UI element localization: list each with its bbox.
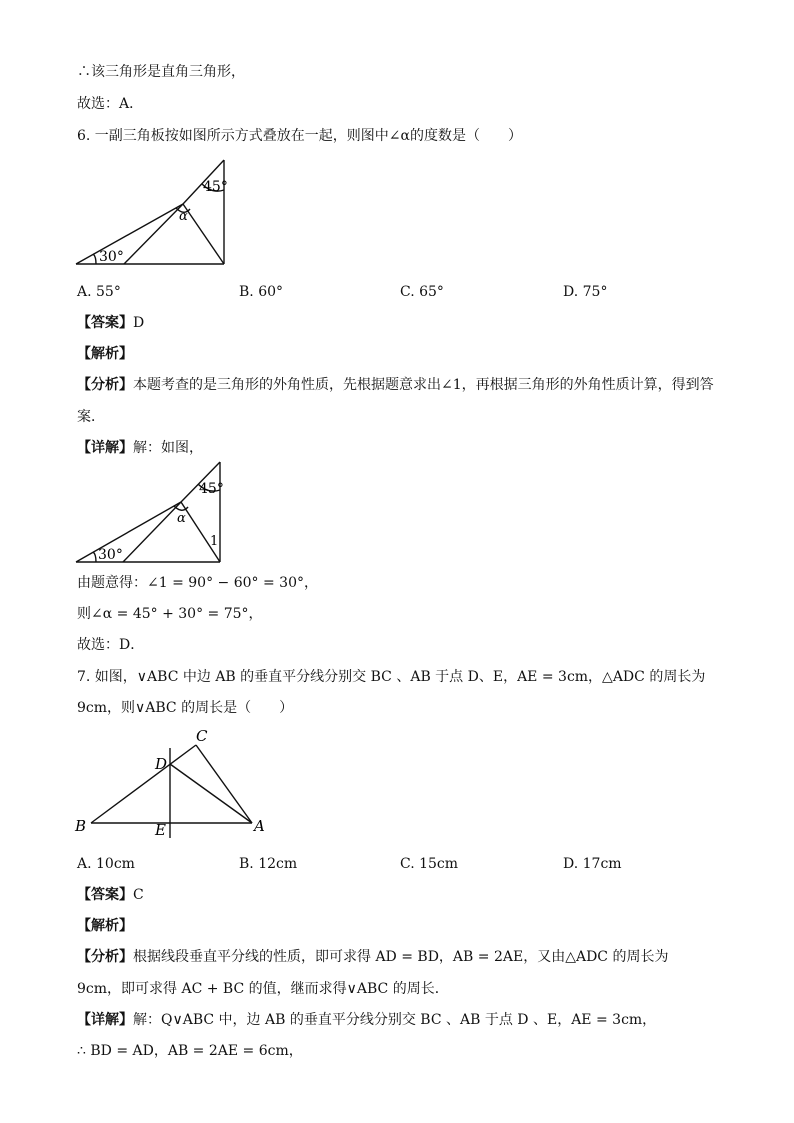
option-b: B. 60° xyxy=(239,284,284,300)
answer-tag: 【答案】 xyxy=(77,315,133,331)
fig3-side-ca xyxy=(196,745,252,823)
option-c: C. 15cm xyxy=(400,856,459,872)
fig3-label-e: E xyxy=(155,821,166,839)
analysis-7 xyxy=(77,948,668,966)
answer-value: C xyxy=(133,887,144,903)
calc-line-1: 由题意得：∠1 = 90° − 60° = 30°， xyxy=(77,575,318,591)
text-line: ∴ BD = AD，AB = 2AE = 6cm， xyxy=(77,1043,303,1059)
fig3-label-c: C xyxy=(196,727,208,745)
detail-tag: 【详解】 xyxy=(77,440,133,456)
option-a: A. 55° xyxy=(77,284,121,300)
fig1-angle-top: 45° xyxy=(203,179,228,195)
analysis-tag: 【分析】 xyxy=(77,949,133,965)
option-a: A. 10cm xyxy=(77,856,135,872)
fig2-alpha: α xyxy=(177,511,186,526)
fig2-one: 1 xyxy=(210,534,219,549)
question-7-line-1: 7. 如图，∨ABC 中边 AB 的垂直平分线分别交 BC 、AB 于点 D、E，AE = 3cm，△ADC 的周长为 xyxy=(77,669,706,685)
detail-text: 解：Q∨ABC 中，边 AB 的垂直平分线分别交 BC 、AB 于点 D 、E，AE = 3cm， xyxy=(133,1012,657,1028)
analysis-heading-7: 【解析】 xyxy=(77,918,133,934)
detail-text: 解：如图， xyxy=(133,440,203,456)
text-line: 故选：A． xyxy=(77,96,144,112)
text-line: 案． xyxy=(77,409,105,425)
select-6: 故选：D． xyxy=(77,637,145,653)
fig1-angle-left: 30° xyxy=(99,249,124,265)
fig1-alpha: α xyxy=(179,209,188,224)
question-6: 6. 一副三角板按如图所示方式叠放在一起，则图中∠α的度数是（ ） xyxy=(77,128,522,144)
option-d: D. 17cm xyxy=(563,856,622,872)
fig3-label-b: B xyxy=(75,817,87,835)
fig2-angle-top: 45° xyxy=(199,481,224,497)
answer-value: D xyxy=(133,315,145,331)
fig3-side-bc xyxy=(91,745,196,823)
fig3-label-a: A xyxy=(254,817,265,835)
detail-7 xyxy=(77,1011,656,1029)
option-c: C. 65° xyxy=(400,284,444,300)
text-line: 9cm，即可求得 AC + BC 的值，继而求得∨ABC 的周长． xyxy=(77,981,449,997)
option-b: B. 12cm xyxy=(239,856,298,872)
analysis-heading-6: 【解析】 xyxy=(77,346,133,362)
answer-7 xyxy=(77,886,144,904)
detail-tag: 【详解】 xyxy=(77,1012,133,1028)
analysis-text: 根据线段垂直平分线的性质，即可求得 AD = BD，AB = 2AE，又由△ADC 的周长为 xyxy=(133,949,669,965)
option-d: D. 75° xyxy=(563,284,608,300)
analysis-tag: 【分析】 xyxy=(77,377,133,393)
fig3-segment-da xyxy=(170,764,252,823)
fig3-label-d: D xyxy=(155,755,168,773)
analysis-text: 本题考查的是三角形的外角性质，先根据题意求出∠1，再根据三角形的外角性质计算，得到答 xyxy=(133,377,714,393)
calc-line-2: 则∠α = 45° + 30° = 75°， xyxy=(77,606,263,622)
fig2-angle-left: 30° xyxy=(98,547,123,563)
answer-tag: 【答案】 xyxy=(77,887,133,903)
text-line: ∴该三角形是直角三角形， xyxy=(77,64,245,80)
question-7-line-2: 9cm，则∨ABC 的周长是（ ） xyxy=(77,700,294,716)
